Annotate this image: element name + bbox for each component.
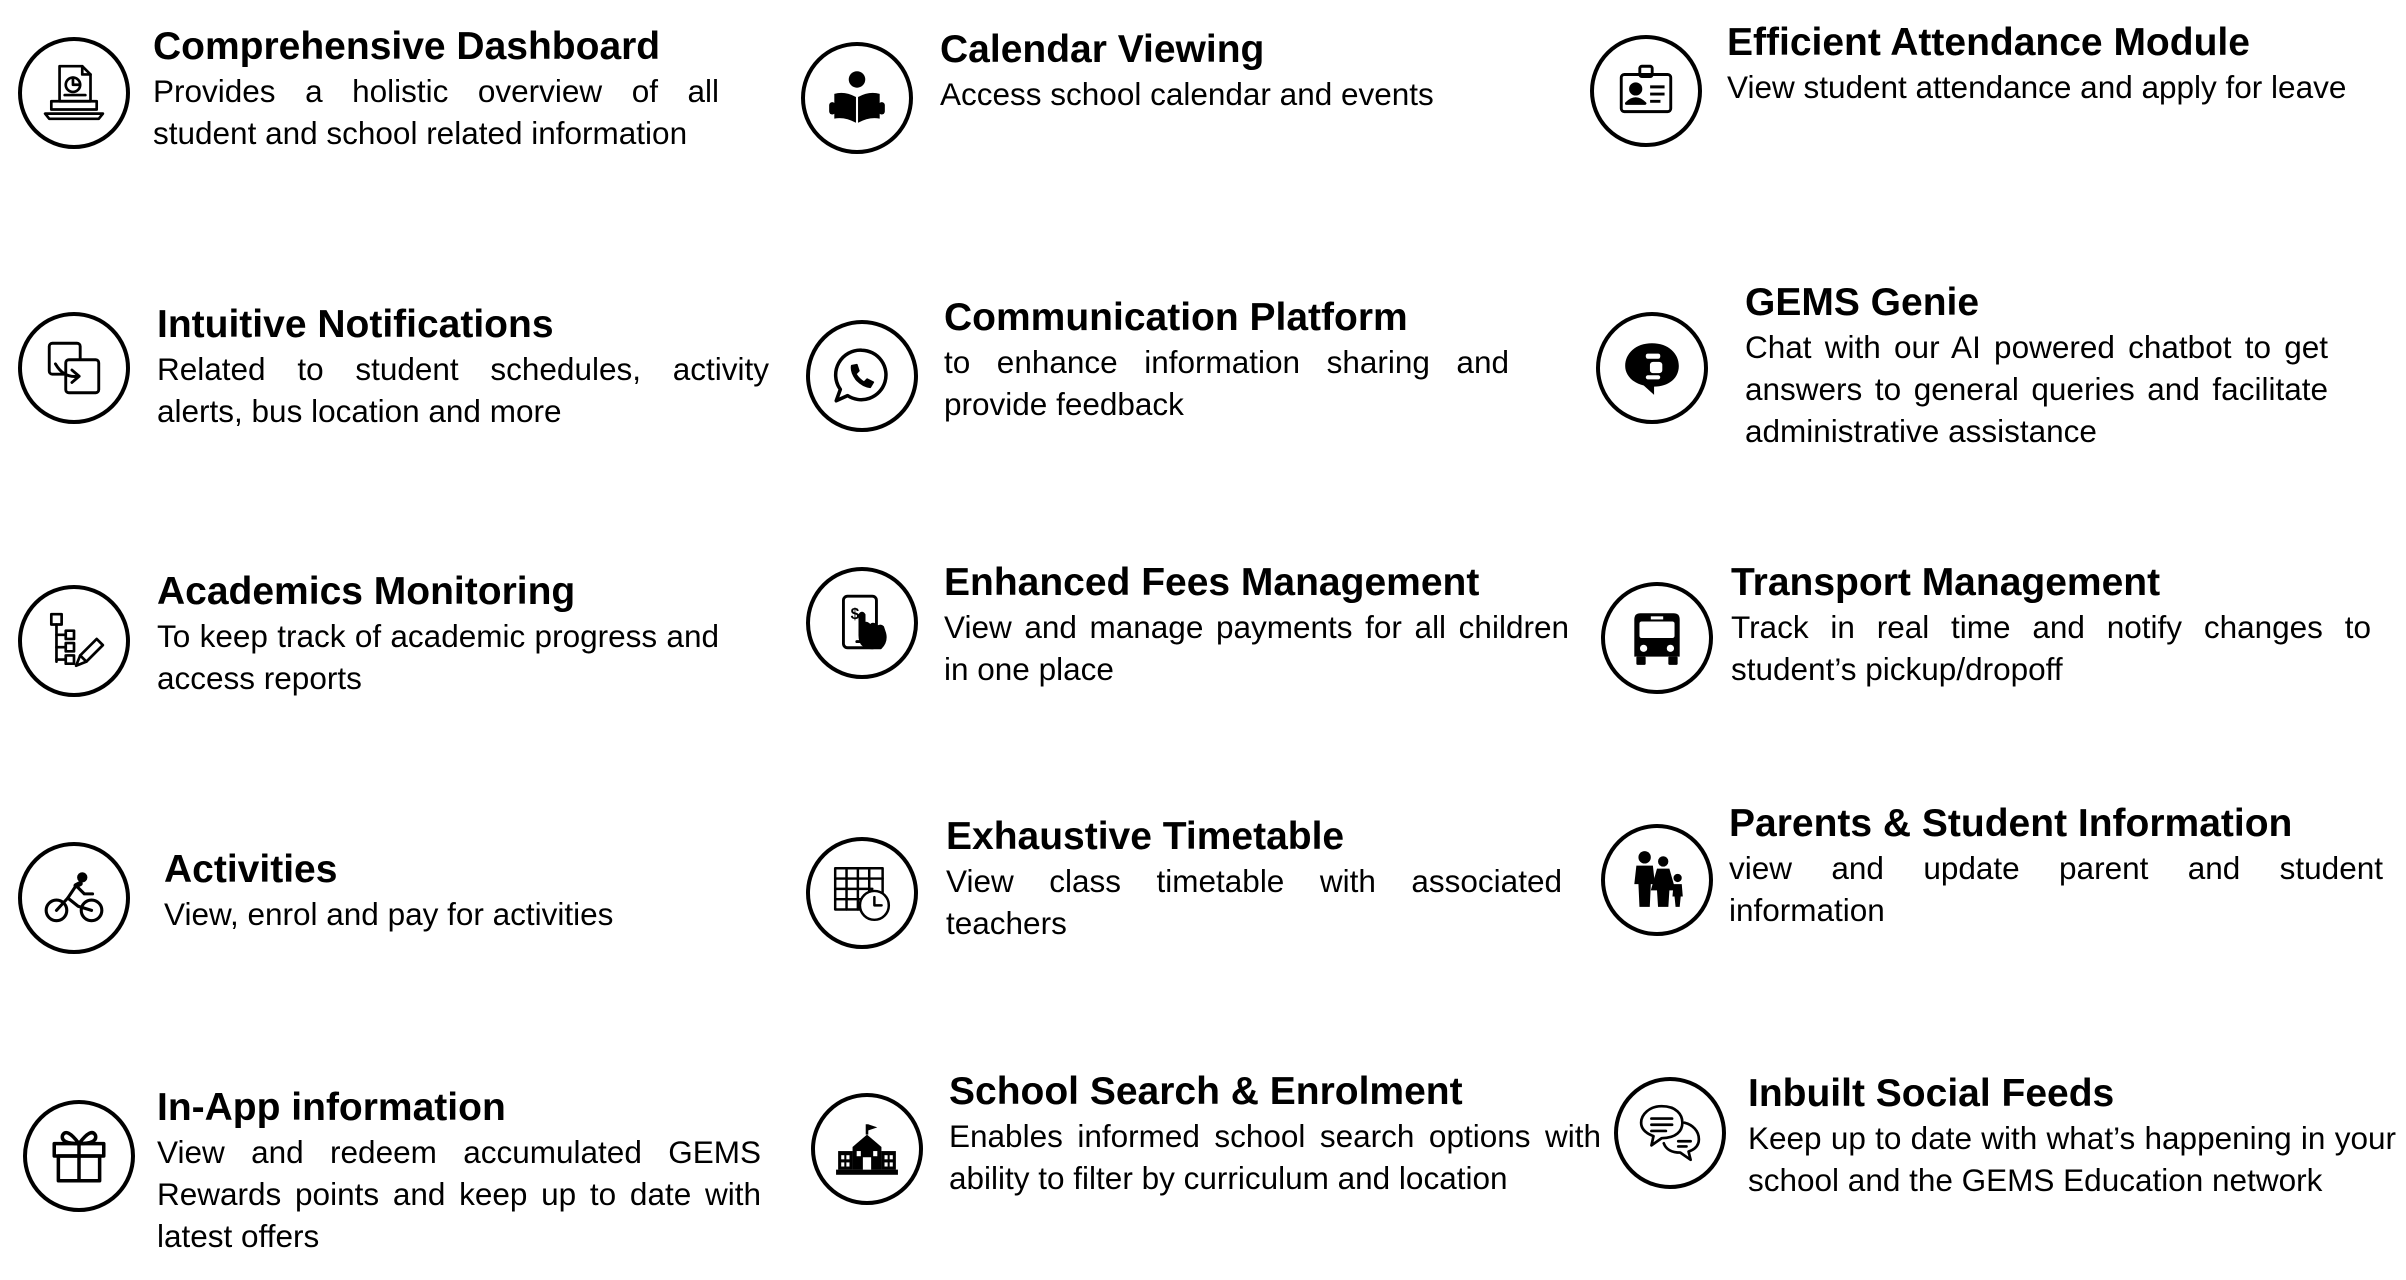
feature-title: Inbuilt Social Feeds: [1748, 1072, 2115, 1115]
feature-title: GEMS Genie: [1745, 281, 1980, 324]
feature-title: Transport Management: [1731, 561, 2161, 604]
notification-windows-icon: [18, 312, 130, 424]
feature-title: In-App information: [157, 1086, 506, 1129]
svg-text:$: $: [850, 605, 860, 623]
id-badge-icon: [1590, 35, 1702, 147]
feature-description: Keep up to date with what’s happening in your school and the GEMS Education network: [1748, 1120, 2396, 1198]
feature-description: Access school calendar and events: [940, 76, 1434, 112]
feature-title: Calendar Viewing: [940, 28, 1265, 71]
feature-description: To keep track of academic progress and access reports: [157, 618, 719, 696]
feature-description: View and manage payments for all children in one place: [944, 609, 1569, 687]
feature-title: Parents & Student Information: [1729, 802, 2293, 845]
dashboard-laptop-icon: [18, 37, 130, 149]
feature-description: to enhance information sharing and provide feedback: [944, 344, 1509, 422]
family-icon: [1601, 824, 1713, 936]
feature-description: View, enrol and pay for activities: [164, 896, 614, 932]
feature-title: Exhaustive Timetable: [946, 815, 1345, 858]
bus-icon: [1601, 582, 1713, 694]
chatbot-head-icon: [1596, 312, 1708, 424]
feature-title: Activities: [164, 848, 338, 891]
feature-title: Academics Monitoring: [157, 570, 576, 613]
chat-phone-icon: [806, 320, 918, 432]
feature-description: View student attendance and apply for leave: [1727, 69, 2347, 105]
feature-description: Track in real time and notify changes to student’s pickup/dropoff: [1731, 609, 2371, 687]
feature-title: Efficient Attendance Module: [1727, 21, 2250, 64]
feature-description: Chat with our AI powered chatbot to get answers to general queries and facilitate administrative assistance: [1745, 329, 2328, 449]
feature-title: Intuitive Notifications: [157, 303, 554, 346]
progress-chart-pencil-icon: [18, 585, 130, 697]
feature-title: School Search & Enrolment: [949, 1070, 1463, 1113]
feature-description: view and update parent and student information: [1729, 850, 2383, 928]
feature-description: Related to student schedules, activity alerts, bus location and more: [157, 351, 769, 429]
feature-title: Communication Platform: [944, 296, 1408, 339]
feature-description: Enables informed school search options with ability to filter by curriculum and location: [949, 1118, 1601, 1196]
school-building-icon: [811, 1093, 923, 1205]
cyclist-icon: [18, 842, 130, 954]
feature-description: View and redeem accumulated GEMS Rewards points and keep up to date with latest offers: [157, 1134, 761, 1254]
tablet-payment-icon: [806, 567, 918, 679]
feature-title: Enhanced Fees Management: [944, 561, 1480, 604]
gift-icon: [23, 1100, 135, 1212]
feature-title: Comprehensive Dashboard: [153, 25, 661, 68]
feature-description: View class timetable with associated teachers: [946, 863, 1562, 941]
timetable-clock-icon: [806, 837, 918, 949]
reading-person-icon: [801, 42, 913, 154]
feature-description: Provides a holistic overview of all student and school related information: [153, 73, 719, 151]
speech-bubbles-icon: [1614, 1077, 1726, 1189]
